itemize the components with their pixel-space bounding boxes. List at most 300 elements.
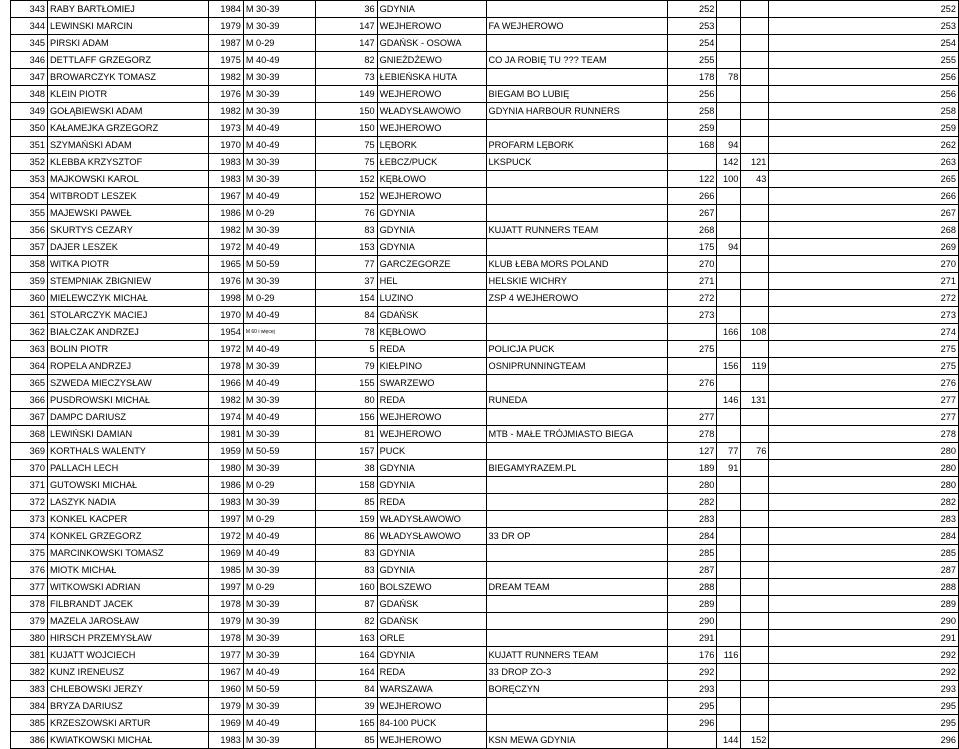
- cell-club: [486, 443, 668, 460]
- cell-category: M 40-49: [243, 409, 315, 426]
- cell-city: WEJHEROWO: [377, 120, 486, 137]
- cell-name: DAJER LESZEK: [47, 239, 208, 256]
- cell-birth-year: 1985: [208, 562, 243, 579]
- cell-category-place: 86: [315, 528, 377, 545]
- cell-time-2: [717, 664, 741, 681]
- cell-birth-year: 1965: [208, 256, 243, 273]
- cell-place: 380: [11, 630, 48, 647]
- cell-total: 282: [769, 494, 959, 511]
- cell-time-2: [717, 290, 741, 307]
- table-row: [11, 715, 959, 732]
- cell-category: M 30-39: [243, 154, 315, 171]
- cell-city: LĘBORK: [377, 137, 486, 154]
- cell-place: 346: [11, 52, 48, 69]
- cell-total: 253: [769, 18, 959, 35]
- cell-club: POLICJA PUCK: [486, 341, 668, 358]
- results-table-body: [11, 1, 959, 749]
- table-row: [11, 664, 959, 681]
- cell-time-1: 270: [668, 256, 717, 273]
- cell-time-3: [741, 137, 769, 154]
- cell-category-place: 147: [315, 18, 377, 35]
- cell-place: 355: [11, 205, 48, 222]
- cell-time-1: 280: [668, 477, 717, 494]
- cell-time-2: [717, 188, 741, 205]
- cell-name: KONKEL GRZEGORZ: [47, 528, 208, 545]
- cell-city: GDYNIA: [377, 1, 486, 18]
- cell-club: PROFARM LĘBORK: [486, 137, 668, 154]
- cell-city: GDYNIA: [377, 239, 486, 256]
- cell-time-3: [741, 222, 769, 239]
- cell-time-2: [717, 103, 741, 120]
- cell-time-3: 76: [741, 443, 769, 460]
- cell-club: [486, 171, 668, 188]
- cell-club: [486, 409, 668, 426]
- cell-time-2: [717, 528, 741, 545]
- cell-club: [486, 307, 668, 324]
- table-row: [11, 171, 959, 188]
- cell-time-2: [717, 341, 741, 358]
- cell-name: STOLARCZYK MACIEJ: [47, 307, 208, 324]
- cell-name: MIELEWCZYK MICHAŁ: [47, 290, 208, 307]
- cell-total: 262: [769, 137, 959, 154]
- cell-category-place: 36: [315, 1, 377, 18]
- cell-name: KRZESZOWSKI ARTUR: [47, 715, 208, 732]
- cell-category-place: 155: [315, 375, 377, 392]
- cell-time-2: [717, 409, 741, 426]
- cell-time-1: 127: [668, 443, 717, 460]
- cell-club: [486, 120, 668, 137]
- cell-name: KORTHALS WALENTY: [47, 443, 208, 460]
- cell-category: M 30-39: [243, 171, 315, 188]
- cell-club: [486, 613, 668, 630]
- cell-time-1: 289: [668, 596, 717, 613]
- cell-club: OSNIPRUNNINGTEAM: [486, 358, 668, 375]
- cell-category-place: 159: [315, 511, 377, 528]
- cell-time-1: 254: [668, 35, 717, 52]
- cell-place: 368: [11, 426, 48, 443]
- cell-name: WITKA PIOTR: [47, 256, 208, 273]
- cell-city: WARSZAWA: [377, 681, 486, 698]
- table-row: [11, 52, 959, 69]
- cell-time-2: [717, 596, 741, 613]
- table-row: [11, 409, 959, 426]
- cell-name: BIAŁCZAK ANDRZEJ: [47, 324, 208, 341]
- cell-time-2: [717, 256, 741, 273]
- cell-club: [486, 477, 668, 494]
- table-row: [11, 324, 959, 341]
- cell-place: 375: [11, 545, 48, 562]
- cell-city: GDAŃSK: [377, 307, 486, 324]
- cell-name: KLEIN PIOTR: [47, 86, 208, 103]
- cell-time-3: [741, 647, 769, 664]
- cell-time-2: [717, 630, 741, 647]
- cell-time-3: [741, 188, 769, 205]
- cell-birth-year: 1977: [208, 647, 243, 664]
- cell-time-1: 267: [668, 205, 717, 222]
- cell-category-place: 160: [315, 579, 377, 596]
- cell-time-3: [741, 409, 769, 426]
- cell-time-2: 100: [717, 171, 741, 188]
- cell-category-place: 156: [315, 409, 377, 426]
- table-row: [11, 630, 959, 647]
- cell-birth-year: 1983: [208, 154, 243, 171]
- cell-club: [486, 188, 668, 205]
- cell-time-3: [741, 18, 769, 35]
- cell-birth-year: 1979: [208, 18, 243, 35]
- cell-time-3: [741, 511, 769, 528]
- cell-category: M 30-39: [243, 562, 315, 579]
- cell-name: WITBRODT LESZEK: [47, 188, 208, 205]
- cell-category-place: 150: [315, 120, 377, 137]
- cell-category: M 50-59: [243, 256, 315, 273]
- cell-time-3: [741, 52, 769, 69]
- cell-city: REDA: [377, 494, 486, 511]
- cell-club: ZSP 4 WEJHEROWO: [486, 290, 668, 307]
- table-row: [11, 392, 959, 409]
- cell-category-place: 163: [315, 630, 377, 647]
- table-row: [11, 562, 959, 579]
- cell-category: M 0-29: [243, 579, 315, 596]
- table-row: [11, 205, 959, 222]
- cell-category-place: 38: [315, 460, 377, 477]
- cell-place: 365: [11, 375, 48, 392]
- cell-time-1: 252: [668, 1, 717, 18]
- cell-time-1: 271: [668, 273, 717, 290]
- table-row: [11, 154, 959, 171]
- cell-city: GDAŃSK: [377, 596, 486, 613]
- table-row: [11, 290, 959, 307]
- cell-category-place: 83: [315, 545, 377, 562]
- cell-time-1: 276: [668, 375, 717, 392]
- cell-category: M 30-39: [243, 69, 315, 86]
- cell-city: KIEŁPINO: [377, 358, 486, 375]
- cell-category: M 0-29: [243, 35, 315, 52]
- table-row: [11, 222, 959, 239]
- cell-category-place: 82: [315, 613, 377, 630]
- cell-club: [486, 511, 668, 528]
- cell-time-2: [717, 35, 741, 52]
- cell-category-place: 75: [315, 137, 377, 154]
- cell-city: WEJHEROWO: [377, 188, 486, 205]
- cell-city: KĘBŁOWO: [377, 171, 486, 188]
- cell-time-2: [717, 307, 741, 324]
- cell-club: KUJATT RUNNERS TEAM: [486, 647, 668, 664]
- cell-time-2: [717, 120, 741, 137]
- cell-total: 267: [769, 205, 959, 222]
- cell-city: KĘBŁOWO: [377, 324, 486, 341]
- cell-name: MAJKOWSKI KAROL: [47, 171, 208, 188]
- cell-time-1: [668, 732, 717, 749]
- cell-category: M 30-39: [243, 596, 315, 613]
- cell-time-3: [741, 494, 769, 511]
- cell-time-1: 168: [668, 137, 717, 154]
- cell-total: 254: [769, 35, 959, 52]
- cell-place: 376: [11, 562, 48, 579]
- cell-club: DREAM TEAM: [486, 579, 668, 596]
- table-row: [11, 443, 959, 460]
- cell-city: WEJHEROWO: [377, 86, 486, 103]
- cell-time-2: 146: [717, 392, 741, 409]
- cell-category-place: 78: [315, 324, 377, 341]
- cell-place: 370: [11, 460, 48, 477]
- cell-time-3: [741, 698, 769, 715]
- cell-time-2: [717, 86, 741, 103]
- cell-total: 258: [769, 103, 959, 120]
- cell-time-3: 152: [741, 732, 769, 749]
- cell-category-place: 84: [315, 681, 377, 698]
- cell-name: KWIATKOWSKI MICHAŁ: [47, 732, 208, 749]
- cell-place: 347: [11, 69, 48, 86]
- cell-club: GDYNIA HARBOUR RUNNERS: [486, 103, 668, 120]
- cell-time-3: 43: [741, 171, 769, 188]
- table-row: [11, 511, 959, 528]
- cell-time-2: [717, 494, 741, 511]
- table-row: [11, 137, 959, 154]
- cell-time-1: [668, 154, 717, 171]
- cell-time-1: 122: [668, 171, 717, 188]
- cell-total: 288: [769, 579, 959, 596]
- cell-category: M 30-39: [243, 103, 315, 120]
- cell-birth-year: 1983: [208, 494, 243, 511]
- cell-name: DAMPC DARIUSZ: [47, 409, 208, 426]
- cell-time-2: [717, 562, 741, 579]
- cell-time-1: 268: [668, 222, 717, 239]
- cell-category-place: 152: [315, 188, 377, 205]
- cell-place: 356: [11, 222, 48, 239]
- cell-city: REDA: [377, 392, 486, 409]
- cell-time-1: 272: [668, 290, 717, 307]
- cell-birth-year: 1986: [208, 205, 243, 222]
- table-row: [11, 358, 959, 375]
- cell-time-2: [717, 698, 741, 715]
- cell-category-place: 164: [315, 647, 377, 664]
- cell-birth-year: 1966: [208, 375, 243, 392]
- cell-place: 371: [11, 477, 48, 494]
- cell-category: M 40-49: [243, 375, 315, 392]
- cell-total: 256: [769, 86, 959, 103]
- cell-category: M 0-29: [243, 290, 315, 307]
- cell-place: 352: [11, 154, 48, 171]
- cell-name: SZWEDA MIECZYSŁAW: [47, 375, 208, 392]
- cell-birth-year: 1987: [208, 35, 243, 52]
- cell-birth-year: 1982: [208, 69, 243, 86]
- cell-club: [486, 562, 668, 579]
- cell-time-2: [717, 273, 741, 290]
- cell-place: 362: [11, 324, 48, 341]
- cell-club: KUJATT RUNNERS TEAM: [486, 222, 668, 239]
- cell-club: CO JA ROBIĘ TU ??? TEAM: [486, 52, 668, 69]
- cell-category: M 30-39: [243, 18, 315, 35]
- cell-total: 256: [769, 69, 959, 86]
- cell-total: 277: [769, 409, 959, 426]
- cell-time-2: 78: [717, 69, 741, 86]
- cell-place: 357: [11, 239, 48, 256]
- cell-name: SKURTYS CEZARY: [47, 222, 208, 239]
- cell-total: 270: [769, 256, 959, 273]
- cell-category-place: 5: [315, 341, 377, 358]
- cell-birth-year: 1954: [208, 324, 243, 341]
- table-row: [11, 698, 959, 715]
- cell-category: M 30-39: [243, 273, 315, 290]
- cell-club: [486, 545, 668, 562]
- cell-category-place: 157: [315, 443, 377, 460]
- cell-total: 274: [769, 324, 959, 341]
- cell-place: 361: [11, 307, 48, 324]
- cell-total: 289: [769, 596, 959, 613]
- cell-total: 293: [769, 681, 959, 698]
- cell-time-2: 156: [717, 358, 741, 375]
- cell-time-3: [741, 630, 769, 647]
- cell-time-2: 166: [717, 324, 741, 341]
- table-row: [11, 647, 959, 664]
- cell-time-2: [717, 205, 741, 222]
- cell-city: GDYNIA: [377, 460, 486, 477]
- cell-city: BOLSZEWO: [377, 579, 486, 596]
- cell-category: M 40-49: [243, 120, 315, 137]
- cell-birth-year: 1967: [208, 664, 243, 681]
- cell-time-2: 142: [717, 154, 741, 171]
- cell-place: 360: [11, 290, 48, 307]
- cell-place: 364: [11, 358, 48, 375]
- cell-club: BIEGAMYRAZEM.PL: [486, 460, 668, 477]
- cell-birth-year: 1982: [208, 222, 243, 239]
- cell-time-1: 293: [668, 681, 717, 698]
- cell-city: GARCZEGORZE: [377, 256, 486, 273]
- cell-city: WEJHEROWO: [377, 409, 486, 426]
- cell-name: GOŁĄBIEWSKI ADAM: [47, 103, 208, 120]
- cell-total: 252: [769, 1, 959, 18]
- cell-time-3: [741, 715, 769, 732]
- cell-time-1: 189: [668, 460, 717, 477]
- cell-time-1: 255: [668, 52, 717, 69]
- cell-time-1: 253: [668, 18, 717, 35]
- cell-club: HELSKIE WICHRY: [486, 273, 668, 290]
- cell-category-place: 83: [315, 222, 377, 239]
- cell-category-place: 37: [315, 273, 377, 290]
- cell-birth-year: 1978: [208, 596, 243, 613]
- cell-name: LEWIŃSKI DAMIAN: [47, 426, 208, 443]
- cell-category-place: 158: [315, 477, 377, 494]
- cell-time-1: 266: [668, 188, 717, 205]
- cell-city: WEJHEROWO: [377, 732, 486, 749]
- cell-time-1: 288: [668, 579, 717, 596]
- table-row: [11, 545, 959, 562]
- cell-club: LKSPUCK: [486, 154, 668, 171]
- cell-time-2: [717, 681, 741, 698]
- cell-category: M 0-29: [243, 477, 315, 494]
- cell-time-3: [741, 103, 769, 120]
- table-row: [11, 256, 959, 273]
- cell-place: 349: [11, 103, 48, 120]
- cell-place: 377: [11, 579, 48, 596]
- cell-birth-year: 1978: [208, 358, 243, 375]
- cell-name: MIOTK MICHAŁ: [47, 562, 208, 579]
- cell-birth-year: 1975: [208, 52, 243, 69]
- cell-total: 296: [769, 732, 959, 749]
- cell-time-3: [741, 562, 769, 579]
- cell-category-place: 80: [315, 392, 377, 409]
- cell-birth-year: 1972: [208, 341, 243, 358]
- cell-club: [486, 596, 668, 613]
- cell-city: PUCK: [377, 443, 486, 460]
- table-row: [11, 375, 959, 392]
- cell-category: M 40-49: [243, 341, 315, 358]
- cell-total: 269: [769, 239, 959, 256]
- cell-name: BOLIN PIOTR: [47, 341, 208, 358]
- cell-time-1: 285: [668, 545, 717, 562]
- cell-birth-year: 1967: [208, 188, 243, 205]
- cell-club: [486, 375, 668, 392]
- cell-time-3: [741, 613, 769, 630]
- cell-time-3: [741, 307, 769, 324]
- cell-name: KUNZ IRENEUSZ: [47, 664, 208, 681]
- cell-category: M 30-39: [243, 460, 315, 477]
- cell-category-place: 39: [315, 698, 377, 715]
- table-row: [11, 18, 959, 35]
- cell-category: M 30-39: [243, 647, 315, 664]
- cell-time-2: [717, 715, 741, 732]
- cell-name: KUJATT WOJCIECH: [47, 647, 208, 664]
- cell-birth-year: 1983: [208, 171, 243, 188]
- cell-category-place: 165: [315, 715, 377, 732]
- cell-time-2: [717, 52, 741, 69]
- cell-time-1: [668, 392, 717, 409]
- cell-category: M 40-49: [243, 137, 315, 154]
- cell-time-3: 119: [741, 358, 769, 375]
- cell-time-3: [741, 426, 769, 443]
- cell-place: 358: [11, 256, 48, 273]
- cell-category-place: 79: [315, 358, 377, 375]
- cell-club: [486, 69, 668, 86]
- cell-city: GDYNIA: [377, 545, 486, 562]
- cell-city: GDYNIA: [377, 562, 486, 579]
- cell-total: 278: [769, 426, 959, 443]
- cell-name: PUSDROWSKI MICHAŁ: [47, 392, 208, 409]
- table-row: [11, 239, 959, 256]
- cell-birth-year: 1973: [208, 120, 243, 137]
- cell-city: GDYNIA: [377, 222, 486, 239]
- cell-total: 292: [769, 647, 959, 664]
- cell-category-place: 76: [315, 205, 377, 222]
- cell-time-3: [741, 460, 769, 477]
- cell-time-3: [741, 545, 769, 562]
- cell-birth-year: 1976: [208, 273, 243, 290]
- cell-birth-year: 1969: [208, 715, 243, 732]
- cell-birth-year: 1983: [208, 732, 243, 749]
- cell-club: 33 DR OP: [486, 528, 668, 545]
- cell-city: LUZINO: [377, 290, 486, 307]
- cell-time-1: 256: [668, 86, 717, 103]
- cell-category: M 30-39: [243, 1, 315, 18]
- cell-birth-year: 1959: [208, 443, 243, 460]
- cell-category: M 0-29: [243, 511, 315, 528]
- cell-city: WŁADYSŁAWOWO: [377, 103, 486, 120]
- cell-time-2: 91: [717, 460, 741, 477]
- cell-name: HIRSCH PRZEMYSŁAW: [47, 630, 208, 647]
- cell-total: 273: [769, 307, 959, 324]
- cell-name: KAŁAMEJKA GRZEGORZ: [47, 120, 208, 137]
- cell-time-2: 116: [717, 647, 741, 664]
- cell-time-1: 295: [668, 698, 717, 715]
- cell-city: ŁEBCZ/PUCK: [377, 154, 486, 171]
- cell-total: 280: [769, 477, 959, 494]
- cell-time-1: 259: [668, 120, 717, 137]
- cell-time-2: 77: [717, 443, 741, 460]
- cell-city: HEL: [377, 273, 486, 290]
- cell-time-1: 278: [668, 426, 717, 443]
- cell-birth-year: 1970: [208, 307, 243, 324]
- cell-time-1: 277: [668, 409, 717, 426]
